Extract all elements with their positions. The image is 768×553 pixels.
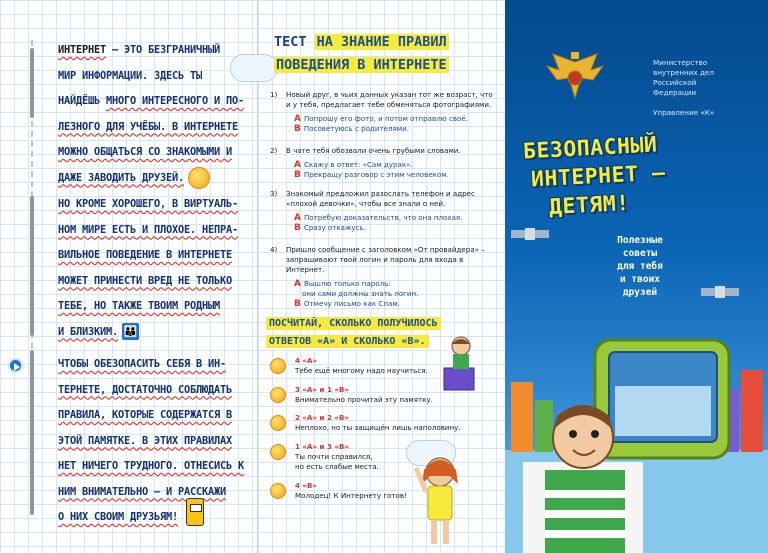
sad-face-icon (270, 358, 286, 374)
smiling-face-icon (270, 444, 286, 460)
question-4: 4) Пришло сообщение с заголовком «От провайдера» – запрашивают твой логин и пароль для входа в Интернет. А Вышлю только пароль: они сами должны знать логин. В Отмечу письмо как Спам. (270, 245, 485, 309)
family-icon: 👪 (123, 325, 138, 338)
test-panel (258, 0, 505, 553)
margin-marker (30, 350, 34, 515)
result-item: 1 «А» и 3 «В» Ты почти справился, но есть слабые места. (270, 442, 470, 472)
cover-title: БЕЗОПАСНЫЙ (522, 132, 659, 165)
computer-boy-illustration (505, 330, 768, 553)
margin-marker (30, 196, 34, 336)
play-icon (8, 358, 23, 373)
cover-panel: Министерство внутренних дел Российской Федерации Управление «К» БЕЗОПАСНЫЙ ИНТЕРНЕТ – ДЕТЯМ! Полезные советы для тебя и твоих друзей (505, 0, 768, 553)
happy-face-icon (270, 483, 286, 499)
cover-title-line-3: ДЕТЯМ! (548, 190, 631, 221)
count-heading: ПОСЧИТАЙ, СКОЛЬКО ПОЛУЧИЛОСЬ (266, 315, 498, 332)
cover-title-line-2: ИНТЕРНЕТ – (530, 160, 667, 193)
neutral-face-icon (270, 415, 286, 431)
wink-smiley-icon (188, 167, 210, 189)
intro-paragraph-3: ЧТОБЫ ОБЕЗОПАСИТЬ СЕБЯ В ИН- ТЕРНЕТЕ, ДОСТАТОЧНО СОБЛЮДАТЬ ПРАВИЛА, КОТОРЫЕ СОДЕРЖАТСЯ В ЭТОЙ ПАМЯТКЕ. В ЭТИХ ПРАВИЛАХ НЕТ НИЧЕГО ТРУДНОГО. ОТНЕСИСЬ К НИМ ВНИМАТЕЛЬНО – И РАССКАЖИ О НИХ СВОИМ ДРУЗЬЯМ! (58, 358, 244, 523)
boy-on-block-illustration (436, 334, 486, 394)
question-3: 3) Знакомый предложил разослать телефон и адрес «плохой девочки», чтобы все знали о ней. А Потребую доказательств, что она плохая. В Сразу откажусь. (270, 189, 475, 233)
satellite-icon (511, 222, 551, 246)
coat-of-arms-icon (545, 48, 605, 104)
margin-marker (30, 48, 34, 118)
result-item: 4 «А» Тебе ещё многому надо научиться. (270, 356, 470, 376)
department-name: Управление «К» (653, 108, 715, 117)
test-title-line-2: ПОВЕДЕНИЯ В ИНТЕРНЕТЕ (276, 57, 447, 73)
worried-face-icon (270, 387, 286, 403)
question-2: 2) В чате тебя обозвали очень грубыми словами. А Скажу в ответ: «Сам дурак». В Прекращу разговор с этим человеком. (270, 146, 461, 180)
test-title: ТЕСТ НА ЗНАНИЕ ПРАВИЛ (274, 34, 447, 50)
intro-paragraph-2: НО КРОМЕ ХОРОШЕГО, В ВИРТУАЛЬ- НОМ МИРЕ ЕСТЬ И ПЛОХОЕ. НЕПРА- ВИЛЬНОЕ ПОВЕДЕНИЕ В ИНТЕРНЕТЕ МОЖЕТ ПРИНЕСТИ ВРЕД НЕ ТОЛЬКО ТЕБЕ, НО ТАКЖЕ ТВОИМ РОДНЫМ И БЛИЗКИМ. 👪 (58, 198, 238, 338)
question-1: 1) Новый друг, в чьих данных указан тот же возраст, что и у тебя, предлагает тебе обменяться фотографиями. А Попрошу его фото, и потом отправлю своё. В Посоветуюсь с родителями. (270, 90, 493, 134)
result-item: 2 «А» и 2 «В» Неплохо, но ты защищён лишь наполовину. (270, 413, 470, 433)
tips-subtitle: Полезные (617, 235, 663, 246)
satellite-icon (701, 280, 741, 304)
count-heading-line-2: ОТВЕТОВ «А» И СКОЛЬКО «В». (266, 333, 498, 350)
keyword-internet: ИНТЕРНЕТ (58, 44, 106, 56)
intro-paragraph-1: ИНТЕРНЕТ – ЭТО БЕЗГРАНИЧНЫЙ МИР ИНФОРМАЦИИ. ЗДЕСЬ ТЫ НАЙДЁШЬ МНОГО ИНТЕРЕСНОГО И ПО- ЛЕЗНОГО ДЛЯ УЧЁБЫ. В ИНТЕРНЕТЕ МОЖНО ОБЩАТЬСЯ СО ЗНАКОМЫМИ И ДАЖЕ ЗАВОДИТЬ ДРУЗЕЙ. (58, 38, 250, 191)
ministry-name: Министерство внутренних дел Российской Федерации Управление «К» (653, 58, 763, 118)
result-item: 3 «А» и 1 «В» Внимательно прочитай эту памятку. (270, 385, 470, 405)
girl-illustration (398, 448, 478, 548)
intro-panel (0, 0, 258, 553)
result-item: 4 «В» Молодец! К Интернету готов! (270, 481, 470, 501)
robot-mascot-icon (186, 498, 204, 526)
